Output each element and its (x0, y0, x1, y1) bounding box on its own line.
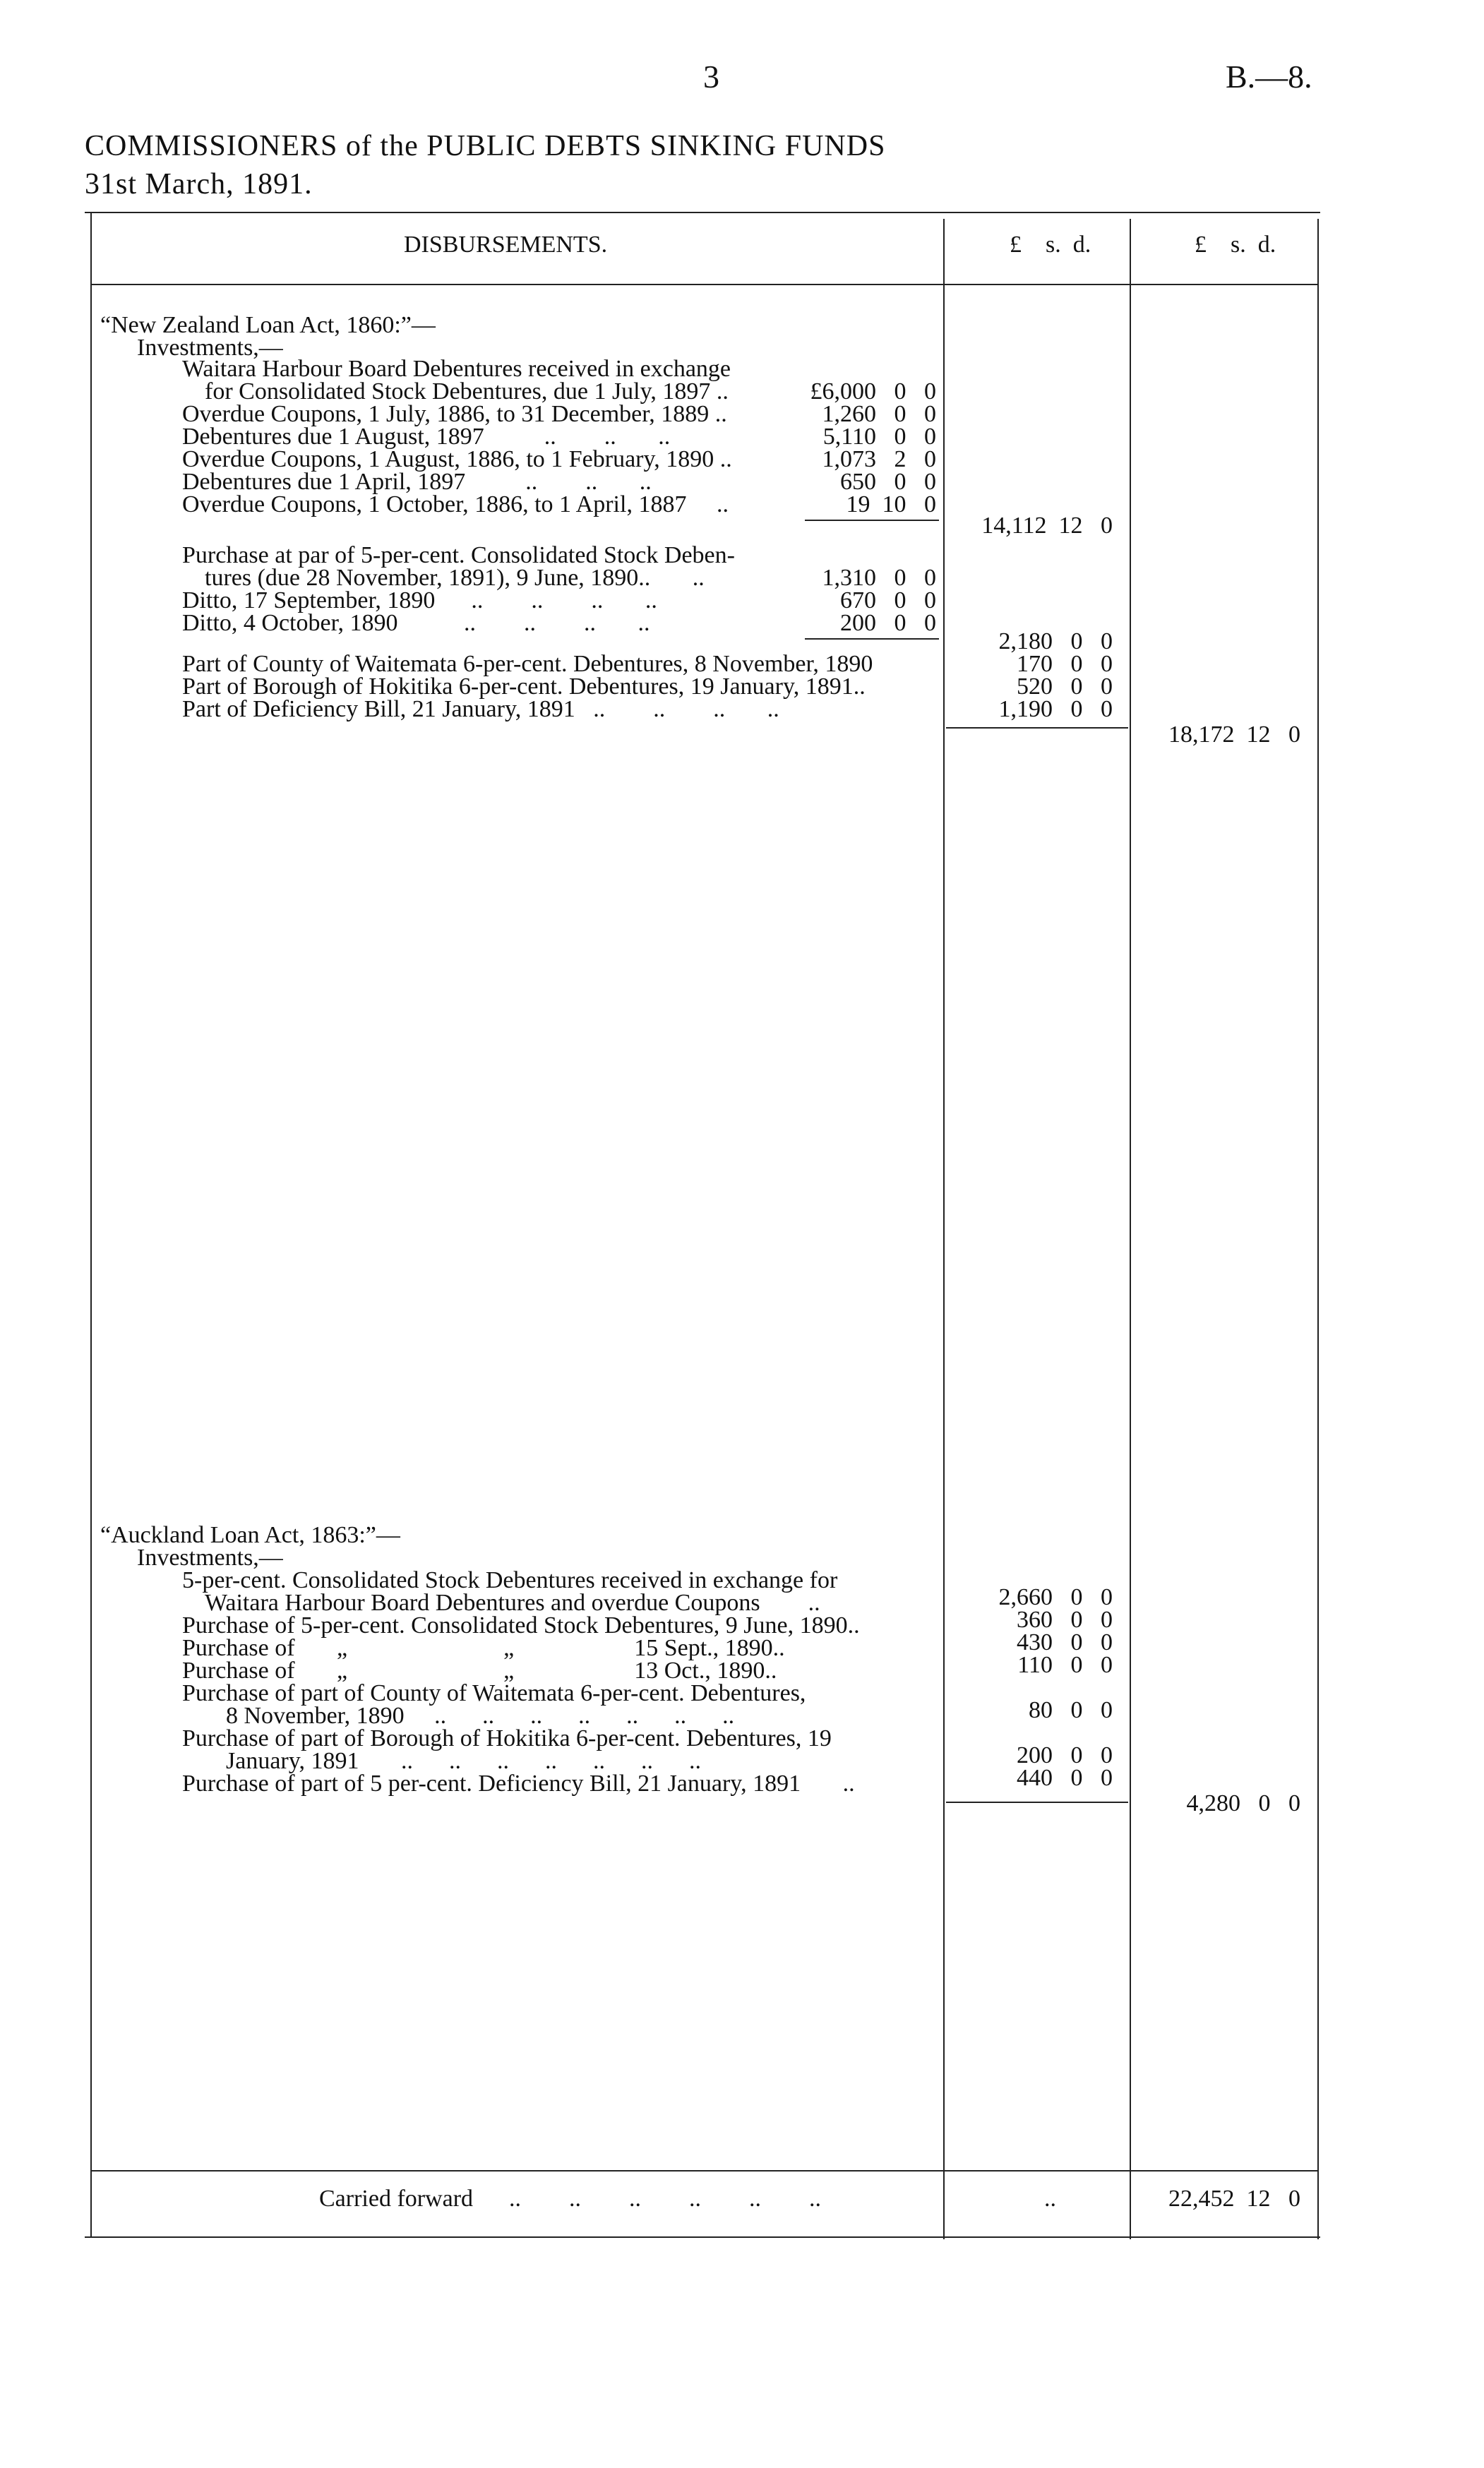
list-item-amount: 170 0 0 (1017, 651, 1113, 677)
list-item: Purchase of part of Borough of Hokitika 6-per-cent. Debentures, 19 (182, 1725, 832, 1751)
list-item-amount: 360 0 0 (1017, 1607, 1113, 1633)
list-item-amount: 80 0 0 (1029, 1697, 1113, 1723)
list-item-amount: 1,310 0 0 (822, 565, 936, 591)
list-item-amount: 440 0 0 (1017, 1765, 1113, 1791)
list-item-amount: 1,073 2 0 (822, 446, 936, 472)
list-item: Overdue Coupons, 1 August, 1886, to 1 February, 1890 .. (182, 446, 732, 472)
carried-forward-total: 22,452 12 0 (1168, 2186, 1300, 2212)
list-item: Purchase of part of County of Waitemata 6-per-cent. Debentures, (182, 1680, 806, 1706)
list-item: January, 1891 .. .. .. .. .. .. .. (226, 1748, 702, 1774)
list-item: Waitara Harbour Board Debentures and overdue Coupons .. (205, 1590, 820, 1616)
column-header-totals: £ s. d. (1195, 232, 1276, 258)
list-item-amount: £6,000 0 0 (810, 378, 936, 405)
list-item: 8 November, 1890 .. .. .. .. .. .. .. (226, 1703, 735, 1729)
section-heading-auckland-loan-act: “Auckland Loan Act, 1863:”— (100, 1522, 400, 1548)
list-item: Purchase of 5-per-cent. Consolidated Stock Debentures, 9 June, 1890.. (182, 1612, 860, 1639)
list-item-amount: 200 0 0 (840, 610, 936, 636)
sum-rule (805, 520, 939, 521)
list-item-amount: 1,190 0 0 (998, 696, 1113, 722)
list-item-amount: 19 10 0 (846, 491, 936, 517)
table-bottom-rule (85, 2236, 1320, 2238)
list-item: Purchase of „ „ 15 Sept., 1890.. (182, 1635, 785, 1661)
sum-rule (805, 638, 939, 640)
list-item: Purchase at par of 5-per-cent. Consolidated Stock Deben- (182, 542, 735, 568)
column-rule-1 (943, 219, 945, 2239)
carried-forward-label: Carried forward .. .. .. .. .. .. (319, 2186, 822, 2212)
column-rule-2 (1130, 219, 1131, 2239)
list-item-amount: 5,110 0 0 (822, 424, 936, 450)
list-item: Part of Borough of Hokitika 6-per-cent. Debentures, 19 January, 1891.. (182, 673, 866, 700)
footer-rule (90, 2170, 1319, 2172)
table-top-rule (85, 212, 1320, 213)
list-item: Purchase of part of 5 per-cent. Deficiency Bill, 21 January, 1891 .. (182, 1771, 855, 1797)
list-item: Debentures due 1 April, 1897 .. .. .. (182, 469, 652, 495)
column-header-disbursements: DISBURSEMENTS. (404, 232, 608, 258)
column-header-subtotals: £ s. d. (1010, 232, 1091, 258)
document-date: 31st March, 1891. (85, 168, 313, 200)
list-item: tures (due 28 November, 1891), 9 June, 1890.. .. (205, 565, 705, 591)
list-item-amount: 670 0 0 (840, 587, 936, 613)
list-item-amount: 110 0 0 (1017, 1652, 1113, 1678)
nz-subtotal-coupons: 14,112 12 0 (981, 513, 1113, 539)
table-right-rule (1317, 219, 1319, 2239)
nz-subtotal-purchases: 2,180 0 0 (998, 628, 1113, 654)
list-item: Ditto, 4 October, 1890 .. .. .. .. (182, 610, 650, 636)
sum-rule (946, 727, 1128, 729)
carried-forward-subtotal: .. (1044, 2186, 1056, 2212)
list-item-amount: 430 0 0 (1017, 1629, 1113, 1655)
list-item: Part of Deficiency Bill, 21 January, 1891 .. .. .. .. (182, 696, 779, 722)
table-left-rule (90, 212, 92, 2236)
document-title: COMMISSIONERS of the PUBLIC DEBTS SINKING FUNDS (85, 130, 886, 162)
page-number: 3 (703, 59, 719, 95)
list-item: Waitara Harbour Board Debentures received in exchange (182, 356, 731, 382)
list-item-amount: 650 0 0 (840, 469, 936, 495)
list-item: Overdue Coupons, 1 October, 1886, to 1 April, 1887 .. (182, 491, 729, 517)
list-item: Debentures due 1 August, 1897 .. .. .. (182, 424, 671, 450)
list-item: 5-per-cent. Consolidated Stock Debentures received in exchange for (182, 1567, 838, 1593)
sum-rule (946, 1802, 1128, 1803)
list-item-amount: 2,660 0 0 (998, 1584, 1113, 1610)
list-item: Overdue Coupons, 1 July, 1886, to 31 December, 1889 .. (182, 401, 727, 427)
list-item-amount: 200 0 0 (1017, 1742, 1113, 1768)
list-item: Purchase of „ „ 13 Oct., 1890.. (182, 1658, 777, 1684)
page-reference: B.—8. (1226, 59, 1312, 95)
nz-investments-label: Investments,— (137, 335, 283, 361)
list-item: Part of County of Waitemata 6-per-cent. Debentures, 8 November, 1890 (182, 651, 873, 677)
auckland-total: 4,280 0 0 (1186, 1790, 1300, 1816)
list-item: Ditto, 17 September, 1890 .. .. .. .. (182, 587, 657, 613)
list-item: for Consolidated Stock Debentures, due 1 July, 1897 .. (205, 378, 729, 405)
header-rule (90, 284, 1319, 285)
list-item-amount: 520 0 0 (1017, 673, 1113, 700)
auckland-investments-label: Investments,— (137, 1545, 283, 1571)
nz-total: 18,172 12 0 (1168, 721, 1300, 748)
list-item-amount: 1,260 0 0 (822, 401, 936, 427)
section-heading-nz-loan-act: “New Zealand Loan Act, 1860:”— (100, 312, 436, 338)
